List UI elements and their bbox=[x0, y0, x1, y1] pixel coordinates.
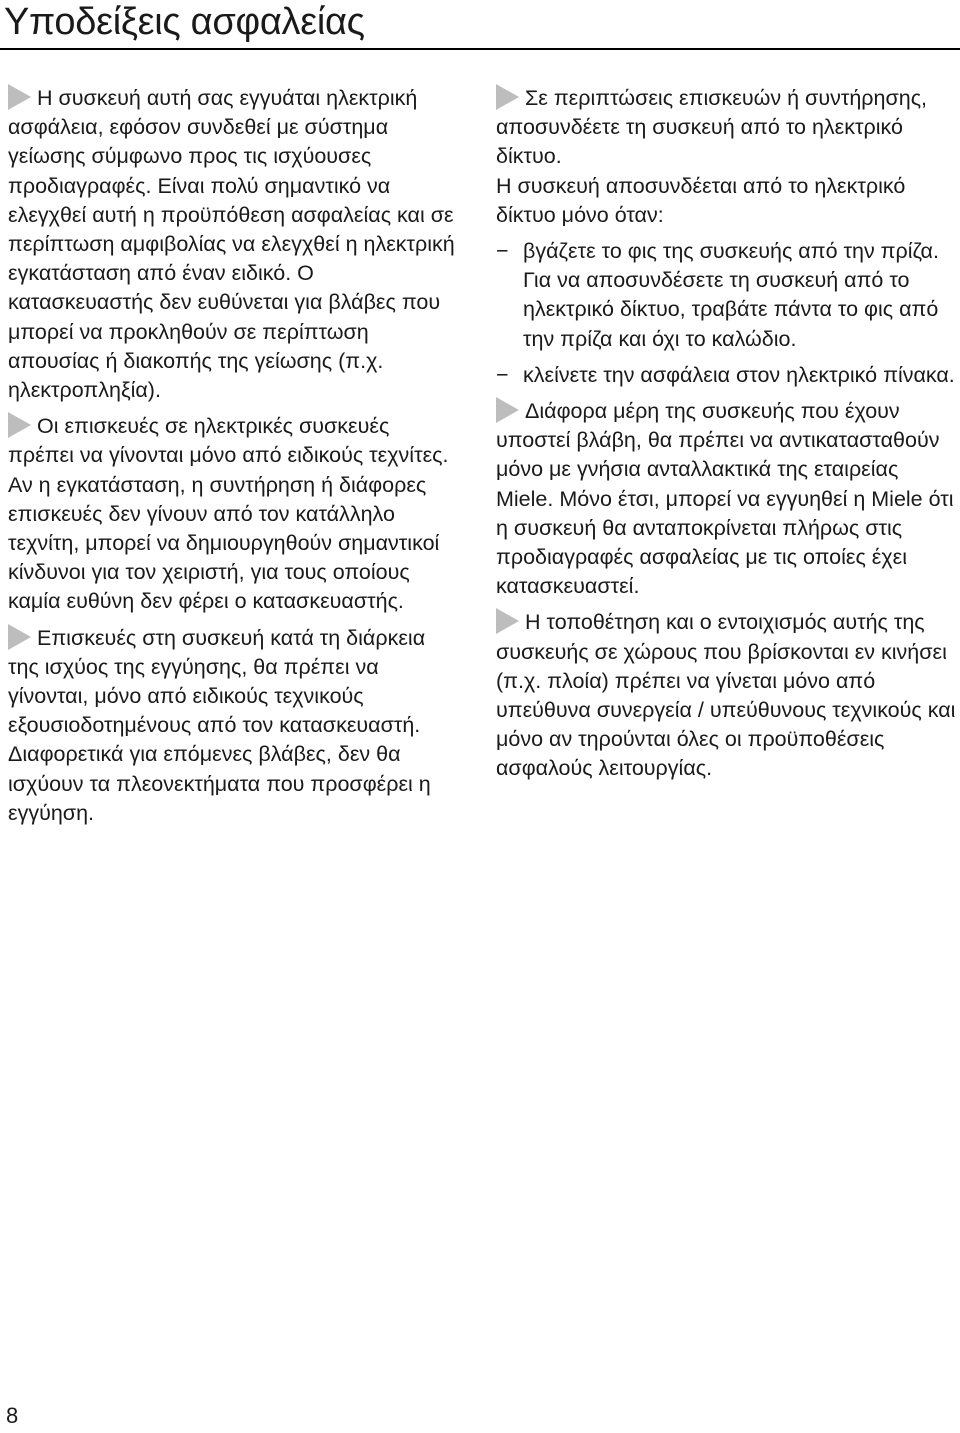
dash-list-item bbox=[496, 237, 958, 266]
list-item-text: βγάζετε το φις της συσκευής από την πρίζα. bbox=[523, 239, 939, 264]
title-divider bbox=[0, 48, 960, 50]
safety-paragraph bbox=[8, 412, 460, 470]
safety-paragraph bbox=[496, 608, 958, 783]
paragraph-text: Οι επισκευές σε ηλεκτρικές συσκευές πρέπει να γίνονται μόνο από ειδικούς τεχνίτες. bbox=[8, 414, 449, 468]
arrow-icon bbox=[496, 84, 519, 110]
paragraph-text: Σε περιπτώσεις επισκευών ή συντήρησης, αποσυνδέετε τη συσκευή από το ηλεκτρικό δίκτυο. bbox=[496, 86, 928, 169]
arrow-icon bbox=[496, 397, 519, 423]
left-column bbox=[8, 84, 460, 835]
arrow-icon bbox=[8, 624, 31, 650]
safety-paragraph bbox=[496, 84, 958, 172]
paragraph-text: Η τοποθέτηση και ο εντοιχισμός αυτής της συσκευής σε χώρους που βρίσκονται εν κινήσει (π.χ. πλοία) πρέπει να γίνεται μόνο από υπεύθυνα συνεργεία / υπεύθυνους τεχνικούς και μόνο αν τηρούνται όλες οι προϋποθέσεις ασφαλούς λειτουργίας. bbox=[496, 610, 956, 781]
arrow-icon bbox=[8, 412, 31, 438]
list-item-text: κλείνετε την ασφάλεια στον ηλεκτρικό πίνακα. bbox=[523, 362, 955, 387]
safety-paragraph bbox=[8, 84, 460, 405]
page-title: Υποδείξεις ασφαλείας bbox=[4, 1, 365, 43]
dash-list-item bbox=[496, 361, 958, 390]
page-number: 8 bbox=[6, 1403, 19, 1428]
arrow-icon bbox=[8, 84, 31, 110]
paragraph-continuation: Η συσκευή αποσυνδέεται από το ηλεκτρικό δίκτυο μόνο όταν: bbox=[496, 173, 906, 227]
right-column bbox=[496, 84, 958, 791]
paragraph-text: Η συσκευή αυτή σας εγγυάται ηλεκτρική ασφάλεια, εφόσον συνδεθεί με σύστημα γείωσης σύμφωνο προς τις ισχύουσες προδιαγραφές. Είναι πολύ σημαντικό να ελεγχθεί αυτή η προϋπόθεση ασφαλείας και σε περίπτωση αμφιβολίας να ελεγχθεί η ηλεκτρική εγκατάσταση από έναν ειδικό. Ο κατασκευαστής δεν ευθύνεται για βλάβες που μπορεί να προκληθούν σε περίπτωση απουσίας ή διακοπής της γείωσης (π.χ. ηλεκτροπληξία). bbox=[8, 86, 455, 403]
safety-paragraph bbox=[8, 624, 460, 828]
paragraph-text: Επισκευές στη συσκευή κατά τη διάρκεια της ισχύος της εγγύησης, θα πρέπει να γίνονται, μόνο από ειδικούς τεχνικούς εξουσιοδοτημένους από τον κατασκευαστή. Διαφορετικά για επόμενες βλάβες, δεν θα ισχύουν τα πλεονεκτήματα που προσφέρει η εγγύηση. bbox=[8, 625, 431, 825]
list-item-text: Για να αποσυνδέσετε τη συσκευή από το ηλεκτρικό δίκτυο, τραβάτε πάντα το φις από την πρίζα και όχι το καλώδιο. bbox=[523, 268, 939, 351]
paragraph-text: Διάφορα μέρη της συσκευής που έχουν υποστεί βλάβη, θα πρέπει να αντικατασταθούν μόνο με γνήσια ανταλλακτικά της εταιρείας Miele. Μόνο έτσι, μπορεί να εγγυηθεί η Miele ότι η συσκευή θα ανταποκρίνεται πλήρως στις προδιαγραφές ασφαλείας με τις οποίες έχει κατασκευαστεί. bbox=[496, 399, 954, 599]
dash-mark: − bbox=[496, 362, 509, 387]
arrow-icon bbox=[496, 608, 519, 634]
safety-paragraph bbox=[496, 397, 958, 601]
dash-list-item-continuation bbox=[496, 266, 958, 354]
dash-mark: − bbox=[496, 239, 509, 264]
paragraph-continuation: Αν η εγκατάσταση, η συντήρηση ή διάφορες επισκευές δεν γίνουν από τον κατάλληλο τεχνίτη, μπορεί να δημιουργηθούν σημαντικοί κίνδυνοι για τον χειριστή, για τους οποίους καμία ευθύνη δεν φέρει ο κατασκευαστής. bbox=[8, 472, 440, 614]
